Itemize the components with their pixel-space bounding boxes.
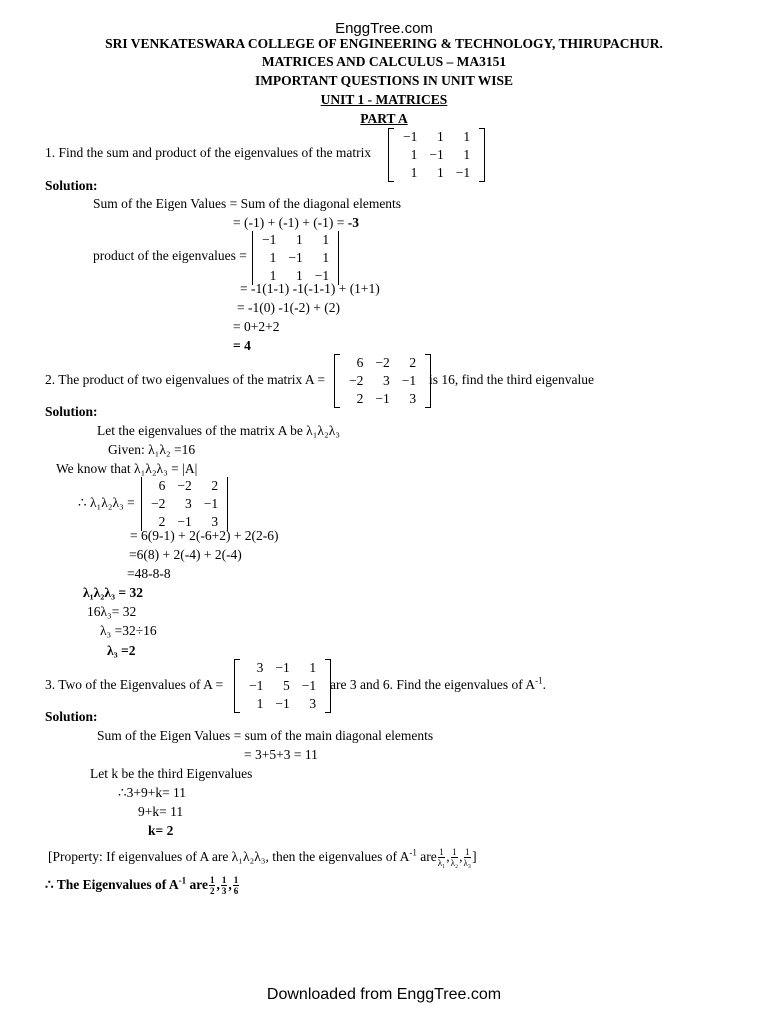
q2-step3: =48-8-8	[127, 566, 171, 581]
q2-determinant-cell: 6	[158, 478, 166, 493]
q1-question: 1. Find the sum and product of the eigenvalues of the matrix	[45, 145, 372, 160]
q1-matrix	[388, 128, 485, 182]
document-subtitle: IMPORTANT QUESTIONS IN UNIT WISE	[254, 73, 514, 88]
q2-matrix-cell: 2	[409, 355, 417, 370]
q3-matrix	[234, 659, 331, 713]
q1-matrix-cell: 1	[437, 129, 444, 144]
q2-question-post: is 16, find the third eigenvalue	[429, 372, 594, 387]
q2-matrix-cell: 2	[356, 391, 364, 406]
q3-step2: 9+k= 11	[138, 804, 184, 819]
q2-step2: =6(8) + 2(-4) + 2(-4)	[129, 547, 242, 562]
q2-matrix-cell: −2	[375, 355, 390, 370]
q2-step1: = 6(9-1) + 2(-6+2) + 2(2-6)	[130, 528, 279, 543]
q1-matrix-cell: 1	[463, 147, 471, 162]
q1-determinant	[252, 231, 339, 285]
q1-step3: = 0+2+2	[233, 319, 280, 334]
q3-matrix-cell: −1	[249, 678, 264, 693]
q3-final-answer: ∴ The Eigenvalues of $A^{-1}$ are $\frac{1}{2}$ , $\frac{1}{3}$ , $\frac{1}{6}$	[45, 875, 239, 897]
q2-matrix-cell: −2	[349, 373, 364, 388]
q2-determinant	[141, 477, 228, 531]
course-title: MATRICES AND CALCULUS – MA3151	[261, 54, 507, 69]
q2-matrix-cell: −1	[375, 391, 390, 406]
q1-sum-calc: = (-1) + (-1) + (-1) = -3	[233, 215, 360, 230]
q3-question-post: are 3 and 6. Find the eigenvalues of $A^{-1}$.	[330, 675, 546, 692]
q3-matrix-cell: 5	[283, 678, 290, 693]
footer-download-note: Downloaded from EnggTree.com	[266, 986, 502, 1003]
q2-step6: λ₃ =32÷16	[100, 623, 157, 638]
q3-matrix-cell: 1	[309, 660, 317, 675]
q1-product-label: product of the eigenvalues =	[93, 248, 247, 263]
q1-matrix-cell: −1	[429, 147, 444, 162]
property-fraction: $\frac{1}{\text{λ₂}}$	[450, 847, 459, 869]
q1-matrix-cell: 1	[437, 165, 444, 180]
property-fraction: $\frac{1}{\text{λ₁}}$	[437, 847, 446, 869]
q1-matrix-cell: −1	[403, 129, 418, 144]
q2-matrix-cell: 6	[356, 355, 364, 370]
q3-property-note: [Property: If eigenvalues of A are λ₁λ₂λ₃, then the eigenvalues of $A^{-1}$ are $\frac{1}{\text{λ₁}}$ , $\frac{1}{\text{λ₂}}$ , $\frac{1}{\text{λ₃}}$ ]	[48, 847, 477, 869]
q1-matrix-cell: −1	[455, 165, 471, 180]
q1-determinant-cell: 1	[296, 232, 303, 247]
q1-determinant-cell: 1	[269, 268, 277, 283]
q2-solution-label: Solution:	[45, 404, 98, 419]
q2-matrix-cell: −1	[401, 373, 417, 388]
q2-determinant-cell: 3	[211, 514, 219, 529]
q2-step5: 16λ₃= 32	[87, 604, 137, 619]
q2-given-line: Given: λ₁λ₂ =16	[108, 442, 196, 457]
q2-determinant-cell: −1	[203, 496, 219, 511]
q2-matrix	[334, 354, 431, 408]
q1-sum-line: Sum of the Eigen Values = Sum of the diagonal elements	[93, 196, 402, 211]
q3-matrix-cell: −1	[275, 696, 290, 711]
q2-question-pre: 2. The product of two eigenvalues of the matrix A =	[45, 372, 325, 387]
q3-step1: ∴3+9+k= 11	[118, 785, 187, 800]
q1-matrix-cell: 1	[463, 129, 471, 144]
property-fractions: $\frac{1}{\text{λ₁}}$ , $\frac{1}{\text{λ₂}}$ , $\frac{1}{\text{λ₃}}$	[437, 847, 472, 869]
q2-know-line: We know that λ₁λ₂λ₃ = |A|	[56, 461, 198, 476]
q2-determinant-cell: −2	[151, 496, 166, 511]
q1-determinant-cell: −1	[288, 250, 303, 265]
q1-step1: = -1(1-1) -1(-1-1) + (1+1)	[240, 281, 380, 296]
final-fraction: $\frac{1}{3}$	[221, 875, 227, 897]
site-watermark: EnggTree.com	[335, 20, 433, 37]
q1-determinant-cell: 1	[322, 250, 330, 265]
q3-matrix-cell: 1	[256, 696, 264, 711]
q2-determinant-cell: −1	[177, 514, 192, 529]
part-heading: PART A	[360, 111, 408, 126]
q2-det-label: ∴ λ₁λ₂λ₃ =	[78, 495, 135, 510]
q1-determinant-cell: 1	[296, 268, 303, 283]
final-fraction: $\frac{1}{6}$	[233, 875, 239, 897]
final-fraction: $\frac{1}{2}$	[209, 875, 215, 897]
q3-sum-line: Sum of the Eigen Values = sum of the main diagonal elements	[97, 728, 434, 743]
q3-let-line: Let k be the third Eigenvalues	[90, 766, 253, 781]
q3-matrix-cell: −1	[275, 660, 290, 675]
q2-matrix-cell: 3	[409, 391, 417, 406]
q1-determinant-cell: −1	[262, 232, 277, 247]
q1-determinant-cell: 1	[269, 250, 277, 265]
q2-step4: λ₁λ₂λ₃ = 32	[83, 585, 143, 600]
q1-matrix-cell: 1	[410, 165, 418, 180]
q1-determinant-cell: 1	[322, 232, 330, 247]
q3-matrix-cell: 3	[309, 696, 317, 711]
final-fractions: $\frac{1}{2}$ , $\frac{1}{3}$ , $\frac{1}{6}$	[209, 875, 239, 897]
q2-step7: λ₃ =2	[107, 643, 136, 658]
q2-determinant-cell: 2	[158, 514, 166, 529]
unit-heading: UNIT 1 - MATRICES	[320, 92, 448, 107]
q3-matrix-cell: −1	[301, 678, 317, 693]
q3-sum-calc: = 3+5+3 = 11	[244, 747, 318, 762]
q1-step2: = -1(0) -1(-2) + (2)	[237, 300, 340, 315]
q1-matrix-cell: 1	[410, 147, 418, 162]
q2-determinant-cell: 2	[211, 478, 219, 493]
q2-determinant-cell: −2	[177, 478, 192, 493]
q2-matrix-cell: 3	[383, 373, 390, 388]
q1-solution-label: Solution:	[45, 178, 98, 193]
property-fraction: $\frac{1}{\text{λ₃}}$	[463, 847, 472, 869]
q2-determinant-cell: 3	[185, 496, 192, 511]
q3-step3: k= 2	[148, 823, 174, 838]
q3-matrix-cell: 3	[256, 660, 264, 675]
q3-solution-label: Solution:	[45, 709, 98, 724]
college-name: SRI VENKATESWARA COLLEGE OF ENGINEERING & TECHNOLOGY, THIRUPACHUR.	[105, 36, 663, 51]
q1-determinant-cell: −1	[314, 268, 330, 283]
q1-step4: = 4	[233, 338, 251, 353]
q2-let-line: Let the eigenvalues of the matrix A be λ₁λ₂λ₃	[97, 423, 340, 438]
q3-question-pre: 3. Two of the Eigenvalues of A =	[45, 677, 224, 692]
